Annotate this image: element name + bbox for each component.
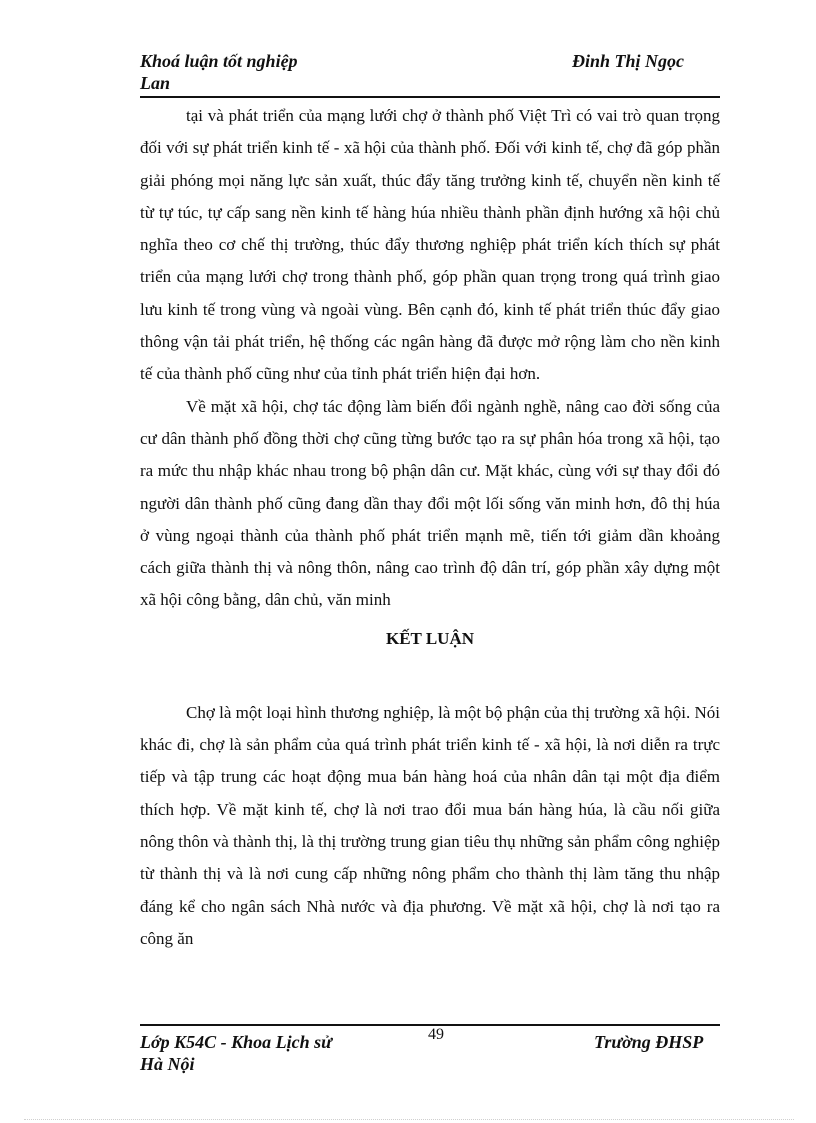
header-left-line2: Lan bbox=[140, 73, 171, 93]
heading-spacer bbox=[140, 655, 720, 697]
section-heading: KẾT LUẬN bbox=[385, 628, 474, 648]
header-right: Đinh Thị Ngọc bbox=[572, 51, 685, 71]
header-rule bbox=[140, 96, 720, 98]
paragraph-3: Chợ là một loại hình thương nghiệp, là một bộ phận của thị trường xã hội. Nói khác đi, chợ là sản phẩm của quá trình phát triển kinh tế - xã hội, là nơi diễn ra trực tiếp và tập trung các hoạt động mua bán hàng hoá của nhân dân tại một địa điểm thích hợp. Về mặt kinh tế, chợ là nơi trao đổi mua bán hàng húa, là cầu nối giữa nông thôn và thành thị, là thị trường trung gian tiêu thụ những sản phẩm công nghiệp từ thành thị và là nơi cung cấp những nông phẩm cho thành thị làm tăng thu nhập đáng kể cho ngân sách Nhà nước và địa phương. Về mặt xã hội, chợ là nơi tạo ra công ăn bbox=[140, 702, 720, 948]
body-text bbox=[140, 100, 720, 955]
paragraph-1: tại và phát triển của mạng lưới chợ ở thành phố Việt Trì có vai trò quan trọng đối với sự phát triển kinh tế - xã hội của thành phố. Đối với kinh tế, chợ đã góp phần giải phóng mọi năng lực sản xuất, thúc đẩy tăng trưởng kinh tế, chuyển nền kinh tế từ tự túc, tự cấp sang nền kinh tế hàng húa nhiều thành phần định hướng xã hội chủ nghĩa theo cơ chế thị trường, thúc đẩy thương nghiệp phát triển kích thích sự phát triển của mạng lưới chợ trong thành phố, góp phần quan trọng trong quá trình giao lưu kinh tế trong vùng và ngoài vùng. Bên cạnh đó, kinh tế phát triển thúc đẩy giao thông vận tải phát triển, hệ thống các ngân hàng đã được mở rộng làm cho nền kinh tế của thành phố cũng như của tỉnh phát triển hiện đại hơn. bbox=[140, 106, 720, 384]
footer-left-line2: Hà Nội bbox=[140, 1054, 195, 1074]
page-bottom-dotted-line bbox=[24, 1119, 794, 1120]
footer-left-line1: Lớp K54C - Khoa Lịch sử bbox=[140, 1032, 332, 1052]
header-left bbox=[140, 50, 298, 94]
paragraph-2: Về mặt xã hội, chợ tác động làm biến đổi ngành nghề, nâng cao đời sống của cư dân thành phố đồng thời chợ cũng từng bước tạo ra sự phân hóa trong xã hội, tạo ra mức thu nhập khác nhau trong bộ phận dân cư. Mặt khác, cùng với sự thay đổi đó người dân thành phố cũng đang dần thay đổi một lối sống văn minh hơn, đô thị húa ở vùng ngoại thành của thành phố phát triển mạnh mẽ, tiến tới giảm dần khoảng cách giữa thành thị và nông thôn, nâng cao trình độ dân trí, góp phần xây dựng một xã hội công bằng, dân chủ, văn minh bbox=[140, 396, 720, 610]
footer-left bbox=[140, 1031, 332, 1075]
page-number: 49 bbox=[428, 1026, 444, 1043]
header-left-line1: Khoá luận tốt nghiệp bbox=[140, 51, 298, 71]
footer-right: Trường ĐHSP bbox=[594, 1032, 704, 1052]
